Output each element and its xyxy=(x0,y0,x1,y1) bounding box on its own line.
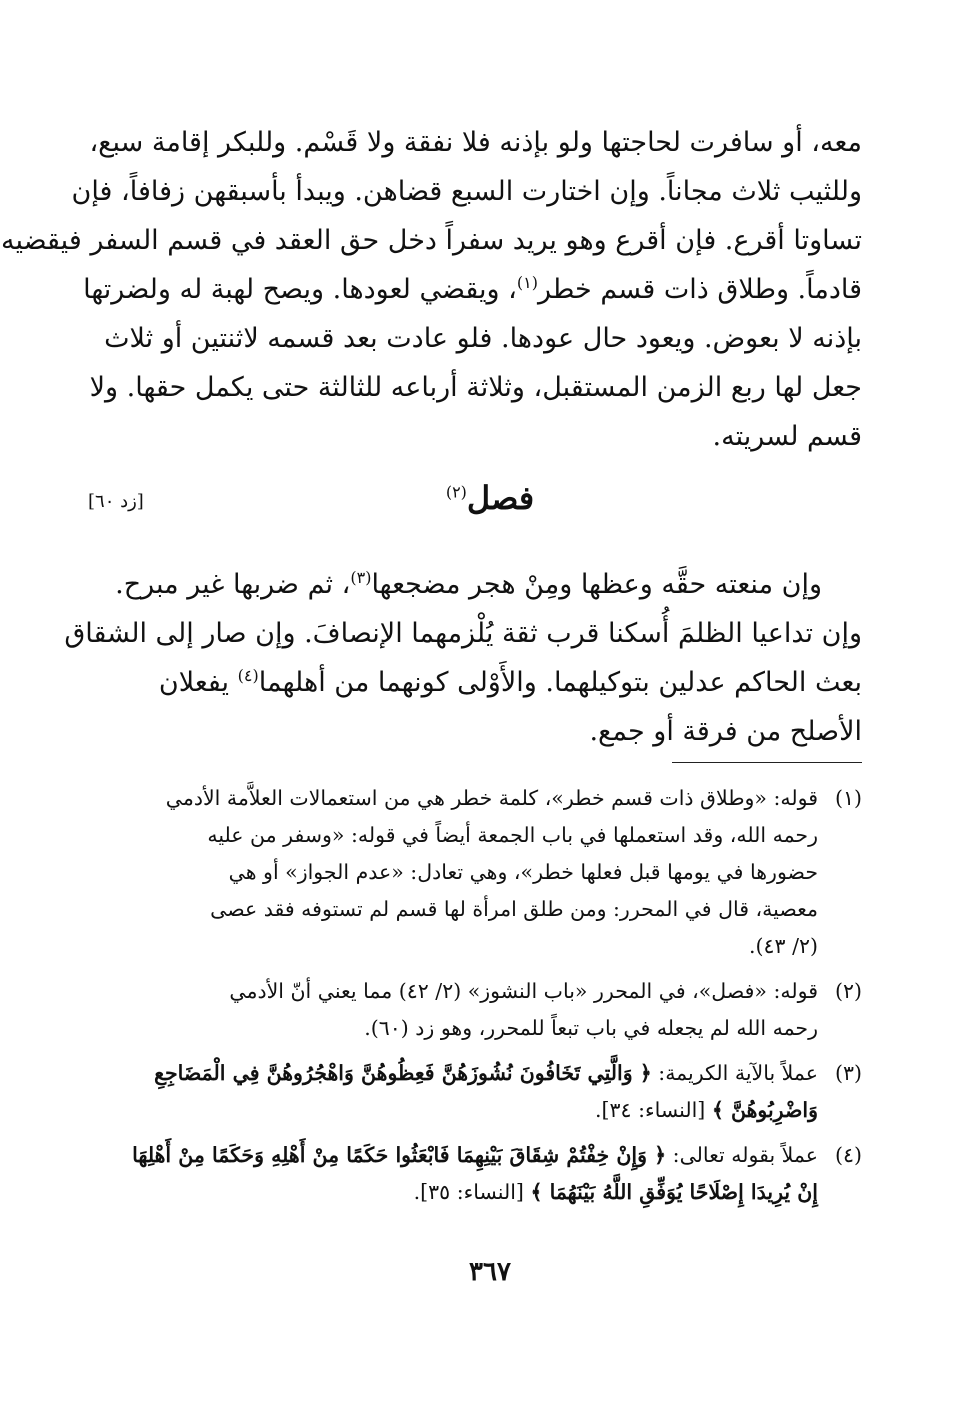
quran-verse: ﴿ وَإِنْ خِفْتُمْ شِقَاقَ بَيْنِهِمَا فَابْعَثُوا حَكَمًا مِنْ أَهْلِهِ وَحَكَمًا مِنْ أَهْلِهَا xyxy=(132,1143,667,1167)
text-segment: وإن منعته حقَّه وعظها ومِنْ هجر مضجعها xyxy=(371,569,822,600)
footnote-line: قوله: «وطلاق ذات قسم خطر»، كلمة خطر هي من استعمالات العلاَّمة الأدمي xyxy=(165,786,818,810)
text-segment: بعث الحاكم عدلين بتوكيلهما. والأَوْلى كونهما من أهلهما xyxy=(258,667,862,698)
footnote-intro: عملاً بقوله تعالى: xyxy=(666,1143,818,1167)
footnote-4 xyxy=(114,1137,862,1211)
quran-verse: وَاضْرِبُوهُنَّ ﴾ xyxy=(711,1098,818,1122)
quran-verse: إِنْ يُرِيدَا إِصْلَاحًا يُوَفِّقِ اللَّهُ بَيْنَهُمَا ﴾ xyxy=(530,1180,818,1204)
section-heading xyxy=(0,476,980,520)
footnote-divider xyxy=(672,762,862,763)
footnote-line: (٢/ ٤٣). xyxy=(749,934,818,958)
verse-citation: [النساء: ٣٥]. xyxy=(413,1180,531,1204)
paragraph-2 xyxy=(64,560,862,756)
footnote-1 xyxy=(114,780,862,965)
footnote-ref-4[interactable]: (٤) xyxy=(237,666,259,685)
text-segment: ، ويقضي لعودها. ويصح لهبة له ولضرتها xyxy=(83,274,517,305)
text-line: جعل لها ربع الزمن المستقبل، وثلاثة أرباعه للثالثة حتى يكمل حقها. ولا xyxy=(89,372,862,403)
footnote-3 xyxy=(114,1055,862,1129)
text-segment: قادماً. وطلاق ذات قسم خطر xyxy=(538,274,862,305)
footnote-ref-1[interactable]: (١) xyxy=(516,273,538,292)
footnote-line xyxy=(114,1174,818,1211)
text-line: الأصلح من فرقة أو جمع. xyxy=(589,716,862,747)
verse-citation: [النساء: ٣٤]. xyxy=(595,1098,712,1122)
footnote-line xyxy=(114,1055,818,1092)
text-line: قسم لسريته. xyxy=(712,421,862,452)
footnote-number: (٤) xyxy=(834,1143,862,1167)
quran-verse: ﴿ وَالَّتِي تَخَافُونَ نُشُوزَهُنَّ فَعِظُوهُنَّ وَاهْجُرُوهُنَّ فِي الْمَضَاجِعِ xyxy=(154,1061,652,1085)
text-line: وللثيب ثلاث مجاناً. وإن اختارت السبع قضاهن. ويبدأ بأسبقهن زفافاً، فإن xyxy=(71,176,862,207)
text-segment: يفعلان xyxy=(158,667,238,698)
page-number: ٣٦٧ xyxy=(469,1257,511,1287)
footnote-line: حضورها في يومها قبل فعلها خطر»، وهي تعادل: «عدم الجواز» أو هي xyxy=(228,860,818,884)
footnote-line: رحمه الله، وقد استعملها في باب الجمعة أيضاً في قوله: «وسفر من عليه xyxy=(207,823,818,847)
text-line xyxy=(83,265,862,314)
text-line: تساوتا أقرع. فإن أقرع وهو يريد سفراً دخل حق العقد في قسم السفر فيقضيه xyxy=(0,225,862,256)
footnote-line xyxy=(114,1137,818,1174)
text-line: معه، أو سافرت لحاجتها ولو بإذنه فلا نفقة ولا قَسْم. وللبكر إقامة سبع، xyxy=(89,127,862,158)
footnote-line: رحمه الله لم يجعله في باب تبعاً للمحرر، وهو زد (٦٠). xyxy=(364,1016,818,1040)
side-reference: [زد ٦٠] xyxy=(88,491,144,512)
footnote-intro: عملاً بالآية الكريمة: xyxy=(651,1061,818,1085)
footnotes xyxy=(114,780,862,1219)
paragraph-1 xyxy=(0,118,862,461)
footnote-2 xyxy=(114,973,862,1047)
section-title: فصل xyxy=(466,479,535,517)
footnote-ref-3[interactable]: (٣) xyxy=(350,568,372,587)
footnote-line: قوله: «فصل»، في المحرر «باب النشوز» (٢/ ٤٢) مما يعني أنّ الأدمي xyxy=(229,979,818,1003)
text-line xyxy=(114,658,862,707)
footnote-line xyxy=(114,1092,818,1129)
footnote-number: (٢) xyxy=(834,979,862,1003)
footnote-ref-2[interactable]: (٢) xyxy=(445,482,467,502)
footnote-line: معصية، قال في المحرر: ومن طلق امرأة لها قسم لم تستوفه فقد عصى xyxy=(210,897,818,921)
text-line: وإن تداعيا الظلمَ أُسكنا قرب ثقة يُلْزمهما الإنصافَ. وإن صار إلى الشقاق xyxy=(64,618,862,649)
footnote-number: (١) xyxy=(834,786,862,810)
footnote-number: (٣) xyxy=(834,1061,862,1085)
text-line xyxy=(114,560,862,609)
text-segment: ، ثم ضربها غير مبرح. xyxy=(115,569,351,600)
text-line: بإذنه لا بعوض. ويعود حال عودها. فلو عادت بعد قسمه لاثنتين أو ثلاث xyxy=(104,323,862,354)
